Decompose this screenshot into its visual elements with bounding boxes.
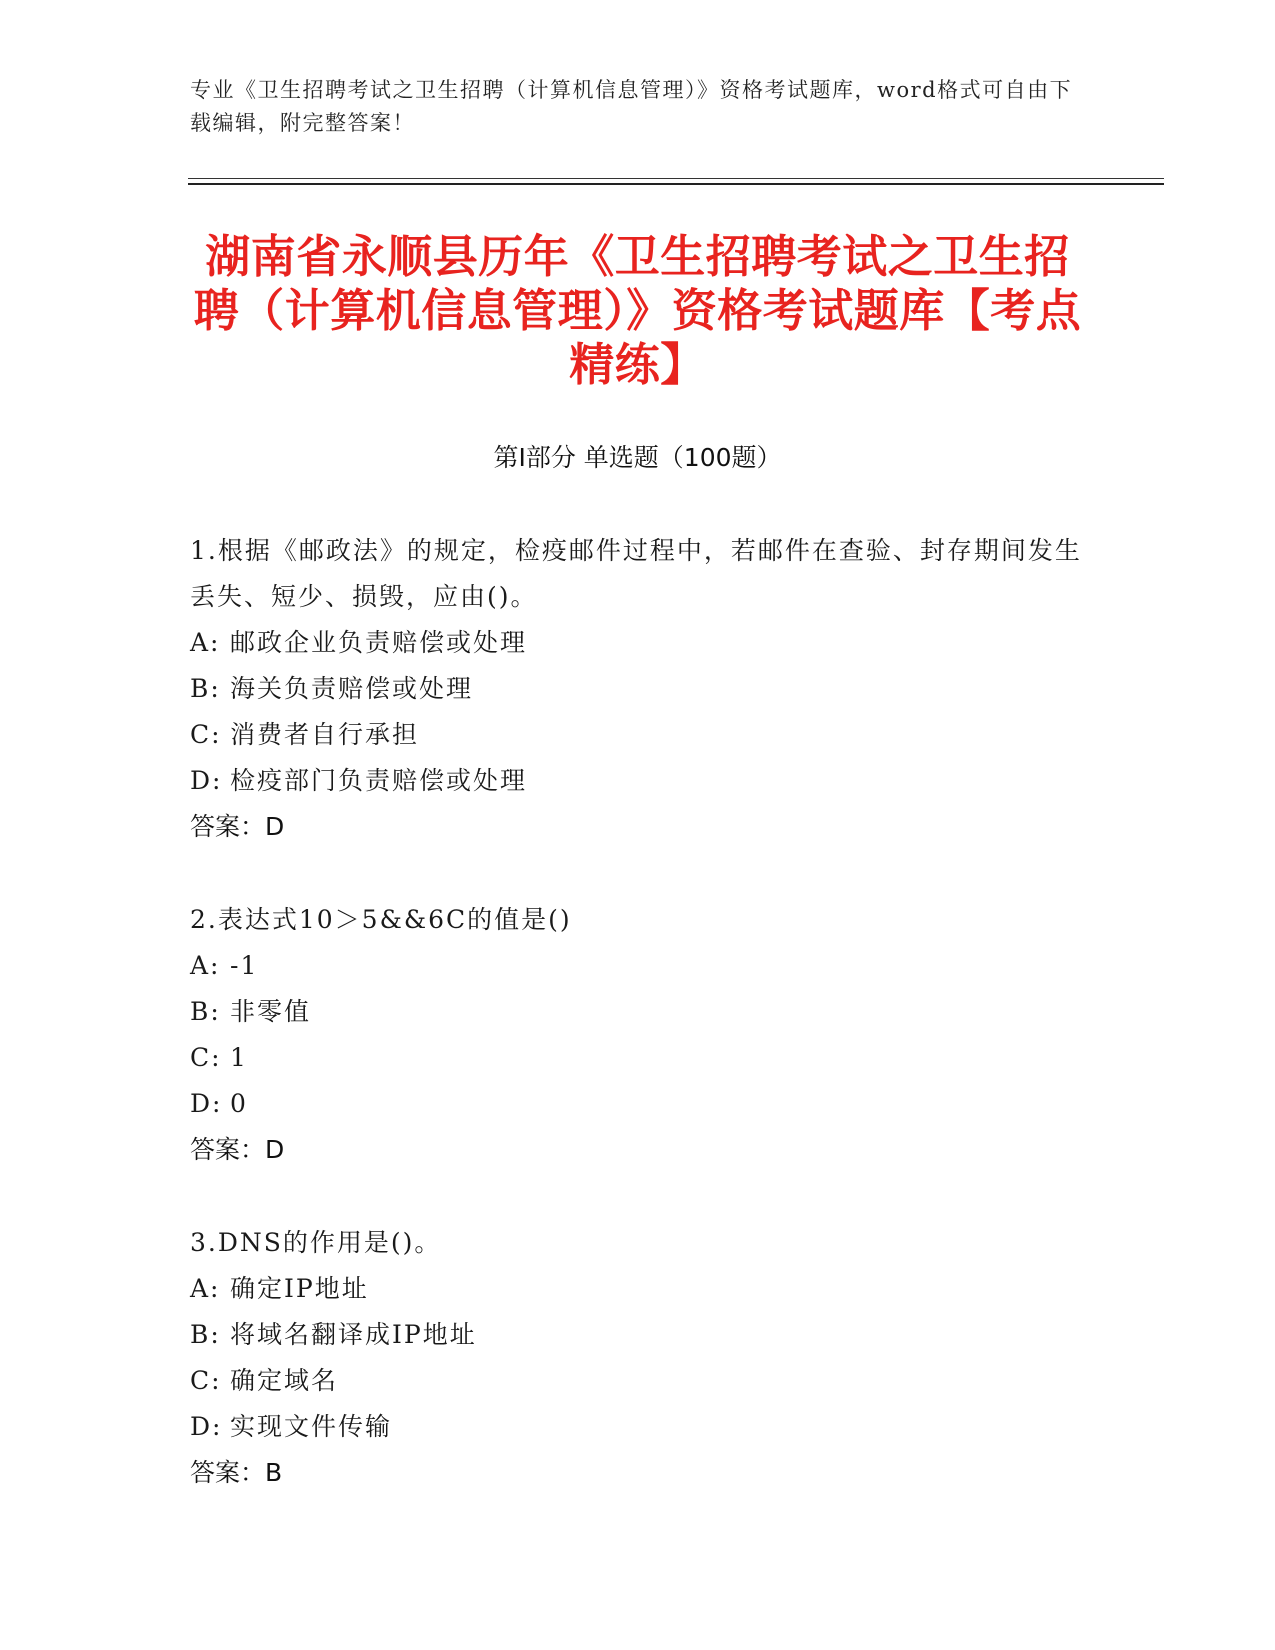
option-text: 0: [230, 1089, 248, 1118]
question-stem: 2.表达式10＞5&&6C的值是(): [190, 905, 572, 934]
answer: 答案：D: [190, 1135, 285, 1164]
question-3: [190, 1220, 1090, 1496]
option-key: D:: [190, 1089, 223, 1118]
option-b: [190, 666, 1090, 712]
option-d: [190, 1404, 1090, 1450]
option-d: [190, 758, 1090, 804]
document-title: 湖南省永顺县历年《卫生招聘考试之卫生招聘（计算机信息管理）》资格考试题库【考点精练】: [193, 230, 1082, 391]
section-heading: 第I部分 单选题（100题）: [493, 443, 782, 472]
option-text: 邮政企业负责赔偿或处理: [230, 628, 528, 657]
answer: 答案：D: [190, 812, 285, 841]
option-key: C:: [190, 1366, 222, 1395]
question-2: [190, 897, 1090, 1173]
option-c: [190, 1035, 1090, 1081]
question-stem: 3.DNS的作用是()。: [190, 1228, 442, 1257]
option-text: 非零值: [230, 997, 312, 1026]
option-a: [190, 620, 1090, 666]
option-b: [190, 989, 1090, 1035]
option-b: [190, 1312, 1090, 1358]
option-c: [190, 1358, 1090, 1404]
option-key: B:: [190, 997, 221, 1026]
answer: 答案：B: [190, 1458, 283, 1487]
header-note: 专业《卫生招聘考试之卫生招聘（计算机信息管理）》资格考试题库，word格式可自由下载编辑，附完整答案！: [190, 78, 1073, 135]
option-key: B:: [190, 674, 221, 703]
option-key: C:: [190, 1043, 222, 1072]
header-divider-thin: [188, 178, 1164, 179]
option-text: 1: [230, 1043, 248, 1072]
option-a: [190, 1266, 1090, 1312]
question-stem: 1.根据《邮政法》的规定，检疫邮件过程中，若邮件在查验、封存期间发生丢失、短少、损毁，应由()。: [190, 536, 1082, 611]
option-key: B:: [190, 1320, 221, 1349]
option-key: D:: [190, 766, 223, 795]
option-key: D:: [190, 1412, 223, 1441]
option-text: 海关负责赔偿或处理: [230, 674, 474, 703]
question-1: [190, 528, 1090, 850]
option-text: 检疫部门负责赔偿或处理: [230, 766, 528, 795]
question-list: [190, 528, 1090, 1543]
option-a: [190, 943, 1090, 989]
option-text: 实现文件传输: [230, 1412, 393, 1441]
option-key: C:: [190, 720, 222, 749]
option-text: 消费者自行承担: [230, 720, 420, 749]
option-c: [190, 712, 1090, 758]
option-text: 将域名翻译成IP地址: [230, 1320, 477, 1349]
option-text: 确定域名: [230, 1366, 339, 1395]
option-d: [190, 1081, 1090, 1127]
option-text: 确定IP地址: [230, 1274, 369, 1303]
option-key: A:: [190, 628, 221, 657]
option-key: A:: [190, 951, 221, 980]
header-divider-thick: [188, 183, 1164, 185]
option-text: -1: [230, 951, 259, 980]
option-key: A:: [190, 1274, 221, 1303]
